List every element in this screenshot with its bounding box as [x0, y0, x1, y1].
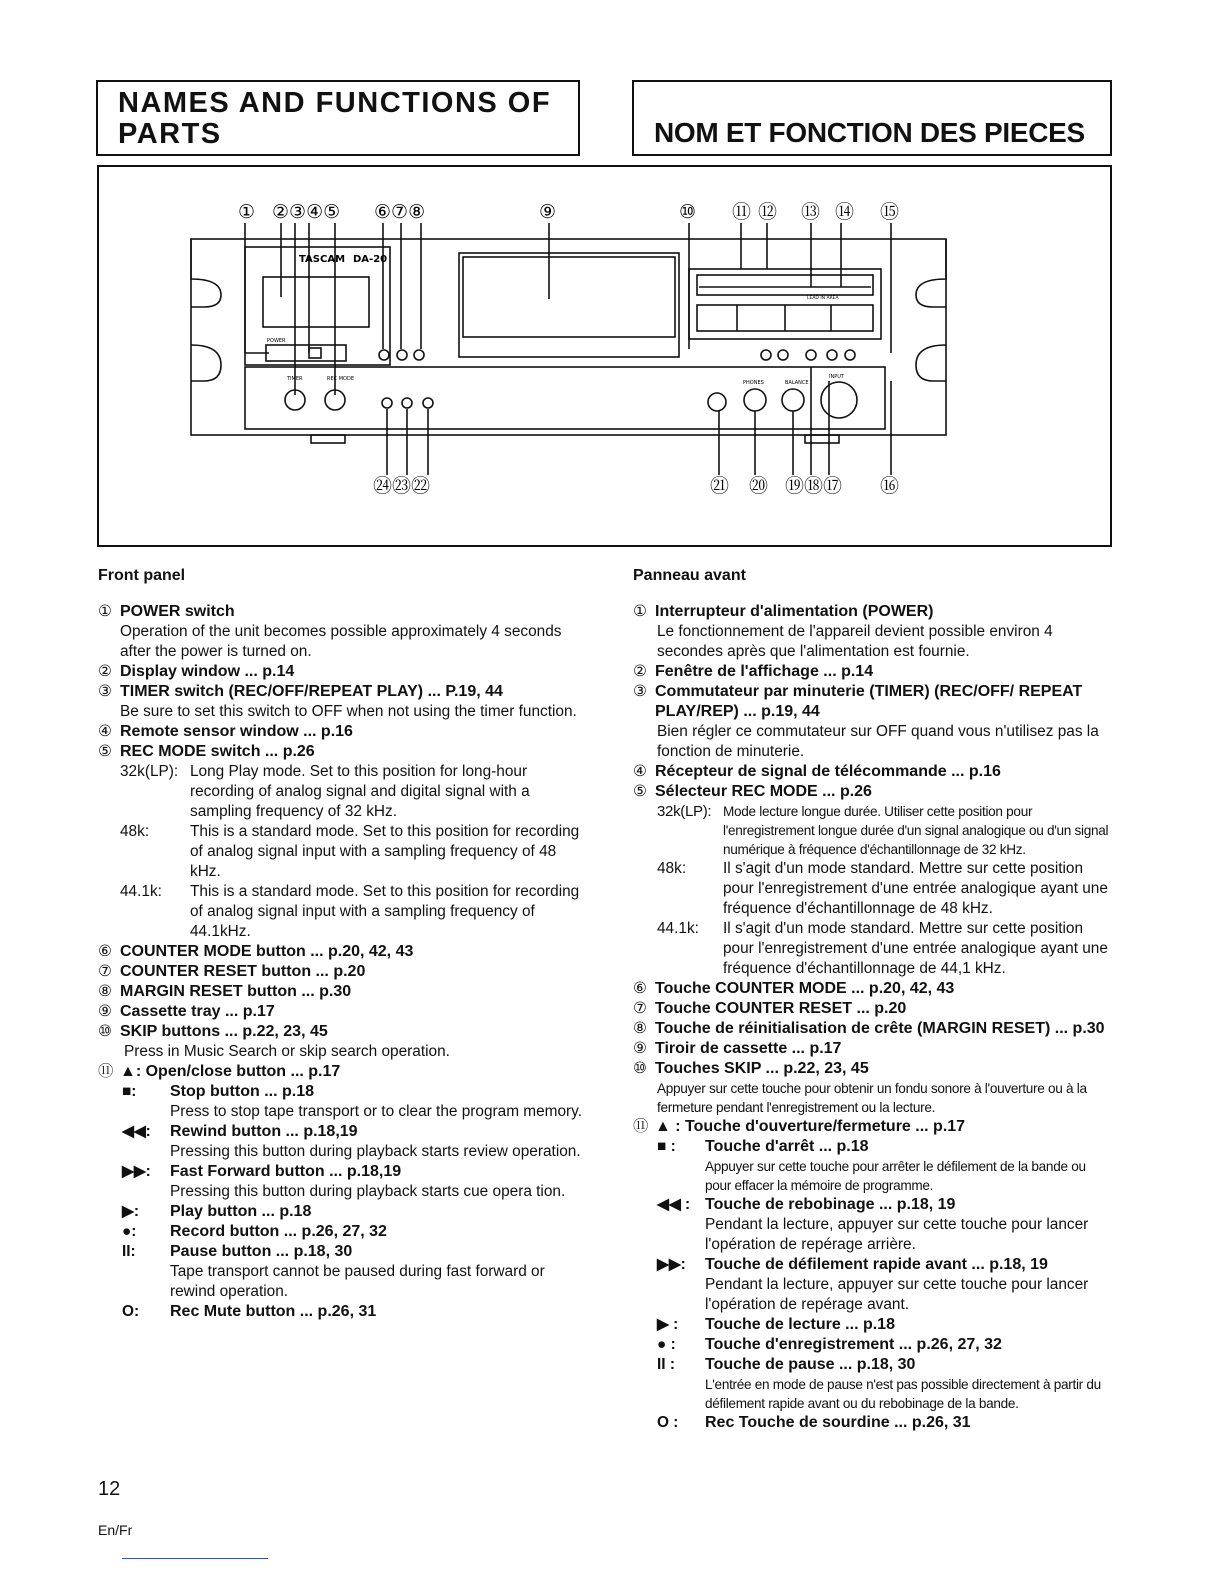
entry-2	[633, 662, 1115, 682]
panneau-avant-heading: Panneau avant	[633, 567, 746, 584]
entry-desc: Le fonctionnement de l'appareil devient possible environ 4 secondes après que l'alimentation est fournie.	[657, 623, 1053, 660]
transport-desc: Pendant la lecture, appuyer sur cette touche pour lancer l'opération de repérage arrière.	[705, 1216, 1089, 1253]
entry-number: ②	[98, 663, 112, 680]
transport-symbol: ▶ :	[657, 1316, 679, 1333]
callout-2-5: ②③④⑤	[272, 201, 341, 223]
deck-illustration	[99, 167, 1110, 545]
page-title-en: NAMES AND FUNCTIONS OF PARTS	[118, 87, 552, 150]
transport-row	[657, 1195, 1115, 1255]
entry-11	[98, 1062, 582, 1082]
entry-number: ①	[98, 603, 112, 620]
entry-title: Interrupteur d'alimentation (POWER)	[655, 603, 934, 620]
rec-mode-text: Il s'agit d'un mode standard. Mettre sur cette position pour l'enregistrement d'une entrée analogique ayant une fréquence d'échantillonnage de 48 kHz.	[723, 860, 1108, 917]
entry-title: Récepteur de signal de télécommande ... p.16	[655, 763, 1001, 780]
rec-mode-key: 48k:	[657, 860, 687, 877]
power-label: POWER	[267, 338, 286, 344]
transport-symbol: ●:	[122, 1223, 137, 1240]
entry-11	[633, 1117, 1115, 1137]
callout-24-22: ㉔㉓㉒	[373, 475, 431, 497]
entry-title: POWER switch	[120, 603, 235, 620]
callout-19-17: ⑲⑱⑰	[785, 475, 843, 497]
transport-title: Rec Touche de sourdine ... p.26, 31	[705, 1414, 971, 1431]
transport-row	[122, 1242, 582, 1302]
entry-5	[633, 782, 1115, 802]
entry-6	[98, 942, 582, 962]
transport-symbol: ■ :	[657, 1138, 676, 1155]
rec-mode-list	[98, 762, 582, 942]
entry-8	[98, 982, 582, 1002]
footer-rule	[122, 1558, 268, 1559]
entry-title: TIMER switch (REC/OFF/REPEAT PLAY) ... P.19, 44	[120, 683, 503, 700]
rec-mode-key: 32k(LP):	[120, 763, 179, 780]
entry-number: ①	[633, 603, 647, 620]
rec-mode-row	[120, 822, 582, 882]
entry-number: ③	[633, 683, 647, 700]
entry-number: ⑨	[98, 1003, 112, 1020]
transport-symbol: ◀◀:	[122, 1123, 151, 1140]
entry-4	[98, 722, 582, 742]
transport-row	[657, 1355, 1115, 1413]
cassette-tray-graphic	[459, 253, 679, 357]
transport-symbol: ▶:	[122, 1203, 139, 1220]
front-panel-diagram	[97, 165, 1112, 547]
entry-5	[98, 742, 582, 762]
page-title-fr: NOM ET FONCTION DES PIECES	[654, 117, 1085, 148]
callout-1: ①	[238, 201, 256, 223]
entry-1	[98, 602, 582, 622]
transport-desc: Pressing this button during playback starts cue opera tion.	[170, 1183, 566, 1200]
rec-mode-key: 44.1k:	[657, 920, 699, 937]
title-box-fr	[632, 80, 1112, 156]
entry-number: ④	[633, 763, 647, 780]
rec-mode-row	[657, 802, 1115, 859]
transport-title: Touche de lecture ... p.18	[705, 1316, 895, 1333]
callout-20: ⑳	[749, 475, 769, 497]
transport-row	[122, 1122, 582, 1162]
entry-number: ③	[98, 683, 112, 700]
transport-title: Touche de rebobinage ... p.18, 19	[705, 1196, 956, 1213]
rec-mode-row	[120, 882, 582, 942]
entry-number: ⑪	[633, 1118, 649, 1135]
callout-16: ⑯	[880, 475, 900, 497]
transport-desc: Pendant la lecture, appuyer sur cette touche pour lancer l'opération de repérage avant.	[705, 1276, 1089, 1313]
rec-mode-label: REC MODE	[327, 376, 354, 382]
entry-number: ⑦	[633, 1000, 647, 1017]
entry-number: ⑪	[98, 1063, 114, 1080]
entry-number: ⑧	[98, 983, 112, 1000]
transport-title: Record button ... p.26, 27, 32	[170, 1223, 387, 1240]
brand-label: TASCAM	[299, 254, 346, 265]
rec-mode-text: Il s'agit d'un mode standard. Mettre sur cette position pour l'enregistrement d'une entrée analogique ayant une fréquence d'échantillonnage de 44,1 kHz.	[723, 920, 1108, 977]
model-label: DA-20	[353, 254, 388, 265]
rec-mode-key: 32k(LP):	[657, 803, 712, 820]
callout-9: ⑨	[539, 201, 557, 223]
entry-desc: Operation of the unit becomes possible approximately 4 seconds after the power is turned on.	[120, 623, 562, 660]
entry-10	[633, 1059, 1115, 1079]
transport-row	[122, 1082, 582, 1122]
entry-title: Touche de réinitialisation de crête (MARGIN RESET) ... p.30	[655, 1020, 1105, 1037]
transport-row	[657, 1315, 1115, 1335]
title-box-en	[96, 80, 580, 156]
transport-symbol: II :	[657, 1356, 675, 1373]
entry-2	[98, 662, 582, 682]
entry-6	[633, 979, 1115, 999]
callout-21: ㉑	[710, 475, 730, 497]
transport-symbol: II:	[122, 1243, 136, 1260]
entry-title: Touche COUNTER RESET ... p.20	[655, 1000, 907, 1017]
transport-title: Play button ... p.18	[170, 1203, 312, 1220]
transport-symbol: O :	[657, 1414, 679, 1431]
timer-label: TIMER	[287, 376, 303, 382]
transport-title: Pause button ... p.18, 30	[170, 1243, 353, 1260]
entry-title: Cassette tray ... p.17	[120, 1003, 275, 1020]
transport-symbol: ● :	[657, 1336, 676, 1353]
transport-row	[122, 1302, 582, 1322]
entry-title: ▲ : Touche d'ouverture/fermeture ... p.17	[655, 1118, 966, 1135]
transport-title: Stop button ... p.18	[170, 1083, 314, 1100]
entry-number: ⑥	[98, 943, 112, 960]
transport-symbol: ◀◀ :	[657, 1196, 691, 1213]
callout-12: ⑫	[758, 201, 778, 223]
transport-symbol: ■:	[122, 1083, 137, 1100]
language-code: En/Fr	[98, 1522, 133, 1538]
entry-number: ⑤	[633, 783, 647, 800]
transport-title: Touche de pause ... p.18, 30	[705, 1356, 916, 1373]
entry-number: ⑨	[633, 1040, 647, 1057]
transport-desc: Pressing this button during playback starts review operation.	[170, 1143, 581, 1160]
entry-number: ⑤	[98, 743, 112, 760]
rec-mode-text: Long Play mode. Set to this position for long-hour recording of analog signal and digital signal with a sampling frequency of 32 kHz.	[190, 763, 530, 820]
entry-9	[633, 1039, 1115, 1059]
transport-desc: Appuyer sur cette touche pour arrêter le défilement de la bande ou pour effacer la mémoire de programme.	[705, 1159, 1086, 1193]
front-panel-column	[98, 566, 582, 1322]
transport-desc: L'entrée en mode de pause n'est pas possible directement à partir du défilement rapide avant ou du rebobinage de la bande.	[705, 1377, 1101, 1411]
entry-8	[633, 1019, 1115, 1039]
entry-title: COUNTER RESET button ... p.20	[120, 963, 366, 980]
callout-6-8: ⑥⑦⑧	[374, 201, 426, 223]
entry-3	[633, 682, 1115, 722]
callout-14: ⑭	[835, 201, 855, 223]
callout-10: ⑩	[679, 201, 697, 223]
entry-number: ④	[98, 723, 112, 740]
transport-row	[657, 1137, 1115, 1195]
transport-title: Touche de défilement rapide avant ... p.18, 19	[705, 1256, 1048, 1273]
entry-title: SKIP buttons ... p.22, 23, 45	[120, 1023, 328, 1040]
entry-title: Tiroir de cassette ... p.17	[655, 1040, 842, 1057]
entry-title: ▲: Open/close button ... p.17	[120, 1063, 341, 1080]
entry-title: Sélecteur REC MODE ... p.26	[655, 783, 872, 800]
rec-mode-key: 44.1k:	[120, 883, 162, 900]
entry-number: ⑦	[98, 963, 112, 980]
rec-mode-row	[120, 762, 582, 822]
entry-7	[98, 962, 582, 982]
power-button-graphic	[266, 345, 346, 361]
transport-list	[633, 1137, 1115, 1433]
input-label: INPUT	[829, 374, 844, 380]
entry-1	[633, 602, 1115, 622]
entry-title: Touche COUNTER MODE ... p.20, 42, 43	[655, 980, 955, 997]
entry-10	[98, 1022, 582, 1042]
callout-13: ⑬	[801, 201, 821, 223]
rec-mode-row	[657, 919, 1115, 979]
entry-9	[98, 1002, 582, 1022]
page-number: 12	[98, 1478, 121, 1500]
transport-row	[657, 1335, 1115, 1355]
transport-title: Fast Forward button ... p.18,19	[170, 1163, 402, 1180]
balance-label: BALANCE	[785, 380, 809, 386]
entry-title: Remote sensor window ... p.16	[120, 723, 353, 740]
rec-mode-text: Mode lecture longue durée. Utiliser cette position pour l'enregistrement longue durée d'un signal analogique ou d'un signal numérique à fréquence d'échantillonnage de 32 kHz.	[723, 804, 1109, 857]
transport-row	[122, 1202, 582, 1222]
entry-7	[633, 999, 1115, 1019]
entry-number: ⑩	[633, 1060, 647, 1077]
rec-mode-text: This is a standard mode. Set to this position for recording of analog signal input with a sampling frequency of 48 kHz.	[190, 823, 580, 880]
rec-mode-list	[633, 802, 1115, 979]
rec-mode-row	[657, 859, 1115, 919]
front-panel-heading: Front panel	[98, 567, 186, 584]
entry-title: Fenêtre de l'affichage ... p.14	[655, 663, 874, 680]
entry-number: ⑩	[98, 1023, 112, 1040]
phones-label: PHONES	[743, 380, 764, 386]
lead-in-label: LEAD IN AREA	[807, 296, 839, 301]
callout-15: ⑮	[880, 201, 900, 223]
display-window	[263, 277, 369, 327]
entry-title: COUNTER MODE button ... p.20, 42, 43	[120, 943, 414, 960]
entry-desc: Bien régler ce commutateur sur OFF quand vous n'utilisez pas la fonction de minuterie.	[657, 723, 1099, 760]
transport-desc: Press to stop tape transport or to clear the program memory.	[170, 1103, 583, 1120]
entry-number: ⑥	[633, 980, 647, 997]
transport-title: Touche d'enregistrement ... p.26, 27, 32	[705, 1336, 1002, 1353]
entry-title: Display window ... p.14	[120, 663, 295, 680]
rec-mode-text: This is a standard mode. Set to this position for recording of analog signal input with a sampling frequency of 44.1kHz.	[190, 883, 580, 940]
transport-title: Touche d'arrêt ... p.18	[705, 1138, 869, 1155]
entry-desc: Press in Music Search or skip search operation.	[124, 1043, 450, 1060]
entry-title: REC MODE switch ... p.26	[120, 743, 315, 760]
transport-row	[657, 1255, 1115, 1315]
transport-symbol: O:	[122, 1303, 140, 1320]
panneau-avant-column	[633, 566, 1115, 1433]
entry-number: ②	[633, 663, 647, 680]
transport-title: Rewind button ... p.18,19	[170, 1123, 358, 1140]
transport-row	[657, 1413, 1115, 1433]
transport-row	[122, 1162, 582, 1202]
entry-desc: Appuyer sur cette touche pour obtenir un fondu sonore à l'ouverture ou à la fermeture pendant l'enregistrement ou la lecture.	[657, 1081, 1087, 1115]
entry-title: Touches SKIP ... p.22, 23, 45	[655, 1060, 869, 1077]
transport-symbol: ▶▶:	[657, 1256, 686, 1273]
entry-title: MARGIN RESET button ... p.30	[120, 983, 352, 1000]
entry-3	[98, 682, 582, 702]
transport-list	[98, 1082, 582, 1322]
entry-number: ⑧	[633, 1020, 647, 1037]
callout-11: ⑪	[732, 201, 752, 223]
transport-desc: Tape transport cannot be paused during fast forward or rewind operation.	[170, 1263, 545, 1300]
entry-4	[633, 762, 1115, 782]
transport-symbol: ▶▶:	[122, 1163, 151, 1180]
entry-title: Commutateur par minuterie (TIMER) (REC/OFF/ REPEAT PLAY/REP) ... p.19, 44	[655, 683, 1083, 720]
entry-desc: Be sure to set this switch to OFF when not using the timer function.	[120, 703, 577, 720]
rec-mode-key: 48k:	[120, 823, 150, 840]
transport-title: Rec Mute button ... p.26, 31	[170, 1303, 377, 1320]
transport-row	[122, 1222, 582, 1242]
